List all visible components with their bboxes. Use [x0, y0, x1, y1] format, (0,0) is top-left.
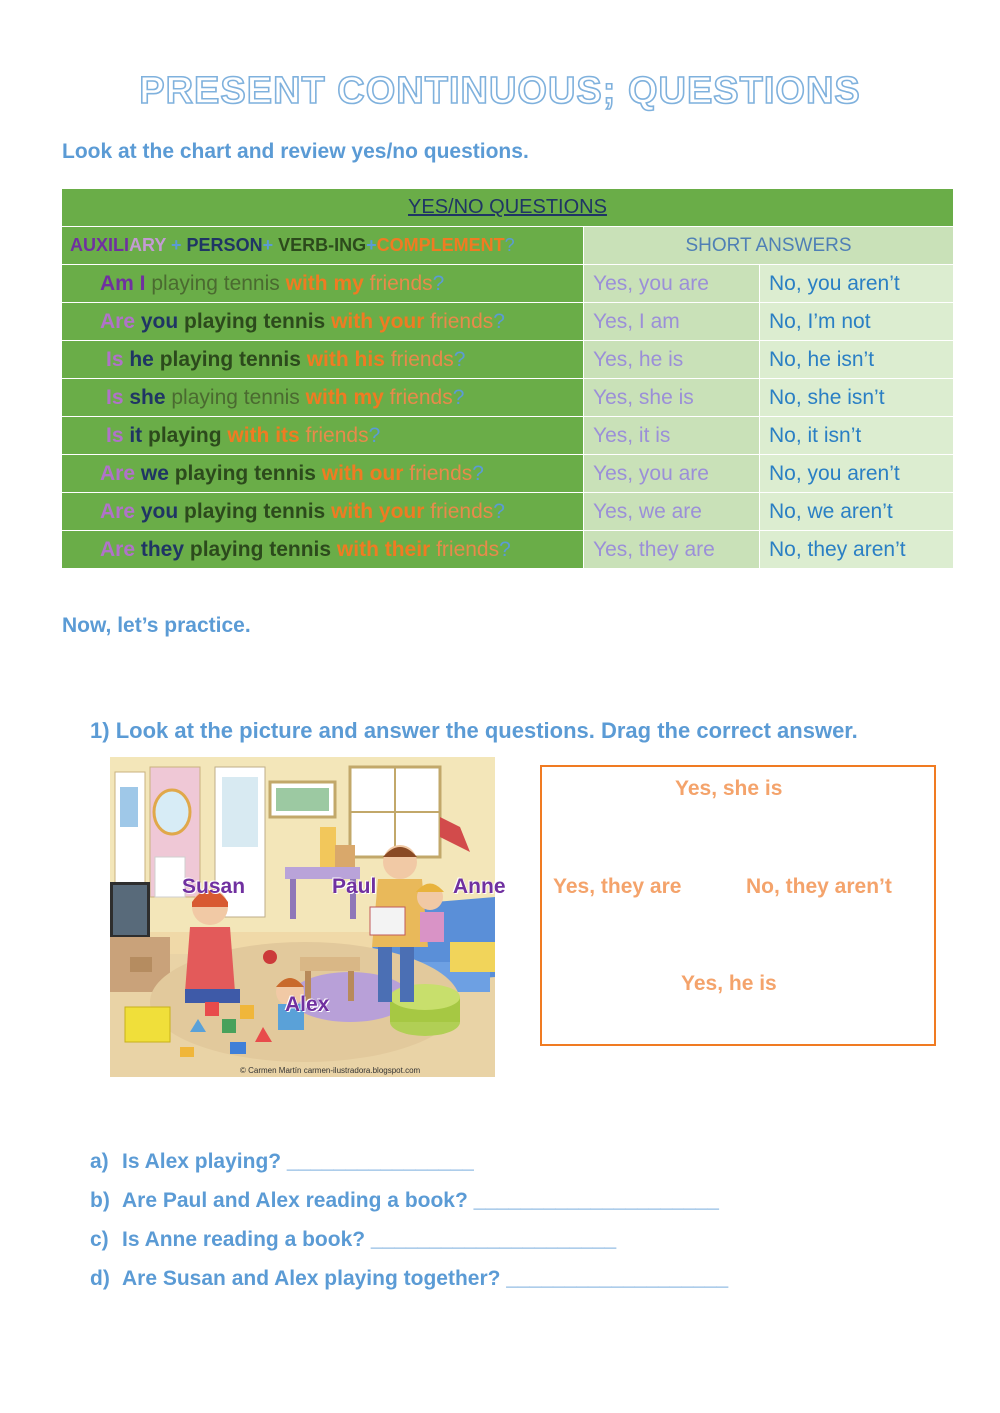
- answer-tag[interactable]: Yes, they are: [553, 875, 682, 898]
- exercise-instruction: [90, 718, 858, 744]
- formula-question-mark: ?: [504, 235, 515, 255]
- practice-heading: Now, let’s practice.: [62, 614, 251, 637]
- complement-friends: friends: [424, 499, 494, 523]
- label-susan: Susan: [182, 875, 246, 898]
- formula-auxiliary-b: ARY: [129, 235, 167, 255]
- short-answer-yes: Yes, they are: [584, 531, 760, 569]
- question-letter: a): [90, 1150, 109, 1173]
- formula-plus: +: [262, 235, 279, 255]
- auxiliary: Am I: [100, 271, 146, 295]
- verb-ing: playing: [142, 423, 222, 447]
- auxiliary: Are: [100, 309, 136, 333]
- short-answer-yes: Yes, you are: [584, 265, 760, 303]
- question-mark: ?: [453, 347, 466, 371]
- complement: with his: [300, 347, 385, 371]
- auxiliary: Are: [100, 499, 136, 523]
- label-anne: Anne: [453, 875, 506, 898]
- chart-header-row: [62, 189, 954, 227]
- answer-bank: [540, 765, 936, 1046]
- short-answer-no: No, he isn’t: [760, 341, 954, 379]
- question-mark: ?: [472, 461, 484, 485]
- question-letter: b): [90, 1189, 110, 1212]
- label-alex: Alex: [285, 993, 330, 1016]
- question-mark: ?: [493, 499, 505, 523]
- chart-row: [62, 379, 954, 417]
- question-c: [90, 1228, 616, 1252]
- question-cell: [62, 379, 584, 417]
- living-room-illustration: [110, 757, 495, 1077]
- person: she: [123, 385, 166, 409]
- verb-ing: playing tennis: [165, 385, 300, 409]
- family-living-room-picture: [110, 757, 506, 1077]
- formula-auxiliary-a: AUXILI: [70, 235, 130, 255]
- short-answer-yes: Yes, we are: [584, 493, 760, 531]
- question-text[interactable]: Are Susan and Alex playing together? ___________________: [122, 1267, 729, 1290]
- intro-instruction: Look at the chart and review yes/no questions.: [62, 140, 529, 163]
- complement: with our: [315, 461, 404, 485]
- formula-person: PERSON: [186, 235, 263, 255]
- question-mark: ?: [368, 423, 381, 447]
- complement-friends: friends: [424, 309, 494, 333]
- short-answer-no: No, she isn’t: [760, 379, 954, 417]
- short-answer-no: No, it isn’t: [760, 417, 954, 455]
- question-cell: [62, 341, 584, 379]
- verb-ing: playing tennis: [184, 537, 332, 561]
- complement-friends: friends: [403, 461, 473, 485]
- chart-row: [62, 417, 954, 455]
- auxiliary: Is: [106, 385, 124, 409]
- short-answer-yes: Yes, it is: [584, 417, 760, 455]
- answer-tag[interactable]: Yes, he is: [681, 972, 777, 995]
- person: you: [135, 499, 179, 523]
- short-answer-yes: Yes, I am: [584, 303, 760, 341]
- formula-header: [62, 227, 584, 265]
- verb-ing: playing tennis: [145, 271, 280, 295]
- question-cell: [62, 265, 584, 303]
- short-answers-header: SHORT ANSWERS: [584, 227, 954, 265]
- complement: with their: [331, 537, 431, 561]
- person: it: [123, 423, 143, 447]
- verb-ing: playing tennis: [178, 499, 326, 523]
- auxiliary: Is: [106, 423, 124, 447]
- question-mark: ?: [499, 537, 511, 561]
- short-answer-no: No, you aren’t: [760, 455, 954, 493]
- label-paul: Paul: [332, 875, 377, 898]
- person: you: [135, 309, 179, 333]
- complement: with your: [325, 309, 425, 333]
- complement: with my: [299, 385, 384, 409]
- verb-ing: playing tennis: [168, 461, 316, 485]
- page-title: PRESENT CONTINUOUS; QUESTIONS: [139, 70, 861, 112]
- complement-friends: friends: [383, 385, 453, 409]
- question-letter: d): [90, 1267, 110, 1290]
- question-cell: [62, 455, 584, 493]
- short-answer-no: No, you aren’t: [760, 265, 954, 303]
- question-mark: ?: [452, 385, 465, 409]
- question-text[interactable]: Are Paul and Alex reading a book? _____________________: [122, 1189, 719, 1212]
- picture-credit: © Carmen Martín carmen-ilustradora.blogspot.com: [240, 1066, 421, 1075]
- question-text[interactable]: Is Alex playing? ________________: [122, 1150, 474, 1173]
- complement-friends: friends: [430, 537, 500, 561]
- complement-friends: friends: [384, 347, 454, 371]
- chart-row: [62, 493, 954, 531]
- chart-header: YES/NO QUESTIONS: [62, 189, 954, 227]
- auxiliary: Are: [100, 537, 136, 561]
- person: he: [123, 347, 154, 371]
- short-answer-yes: Yes, he is: [584, 341, 760, 379]
- verb-ing: playing tennis: [178, 309, 326, 333]
- complement: with your: [325, 499, 425, 523]
- formula-verb: VERB-ING: [278, 235, 367, 255]
- auxiliary: Is: [106, 347, 124, 371]
- short-answer-no: No, I’m not: [760, 303, 954, 341]
- chart-row: [62, 455, 954, 493]
- formula-plus: +: [166, 235, 187, 255]
- complement-friends: friends: [299, 423, 369, 447]
- person: they: [135, 537, 185, 561]
- short-answer-yes: Yes, you are: [584, 455, 760, 493]
- chart-row: [62, 531, 954, 569]
- question-cell: [62, 493, 584, 531]
- chart-row: [62, 265, 954, 303]
- chart-row: [62, 303, 954, 341]
- chart-formula-row: [62, 227, 954, 265]
- complement-friends: friends: [363, 271, 433, 295]
- question-mark: ?: [432, 271, 445, 295]
- short-answer-no: No, we aren’t: [760, 493, 954, 531]
- formula-complement: COMPLEMENT: [376, 235, 505, 255]
- question-text[interactable]: Is Anne reading a book? _____________________: [122, 1228, 617, 1251]
- complement: with my: [279, 271, 364, 295]
- question-cell: [62, 531, 584, 569]
- question-cell: [62, 303, 584, 341]
- question-a: [90, 1150, 474, 1174]
- answer-tag[interactable]: No, they aren’t: [746, 875, 892, 898]
- question-d: [90, 1267, 728, 1291]
- question-cell: [62, 417, 584, 455]
- exercise-number: 1): [90, 718, 110, 743]
- question-b: [90, 1189, 719, 1213]
- verb-ing: playing tennis: [153, 347, 301, 371]
- formula-plus: +: [366, 235, 377, 255]
- yes-no-questions-chart: [61, 188, 954, 569]
- person: we: [135, 461, 169, 485]
- complement: with its: [221, 423, 300, 447]
- exercise-text: Look at the picture and answer the questions. Drag the correct answer.: [115, 718, 858, 743]
- short-answer-no: No, they aren’t: [760, 531, 954, 569]
- question-mark: ?: [493, 309, 505, 333]
- question-letter: c): [90, 1228, 109, 1251]
- auxiliary: Are: [100, 461, 136, 485]
- short-answer-yes: Yes, she is: [584, 379, 760, 417]
- chart-row: [62, 341, 954, 379]
- answer-tag[interactable]: Yes, she is: [675, 777, 783, 800]
